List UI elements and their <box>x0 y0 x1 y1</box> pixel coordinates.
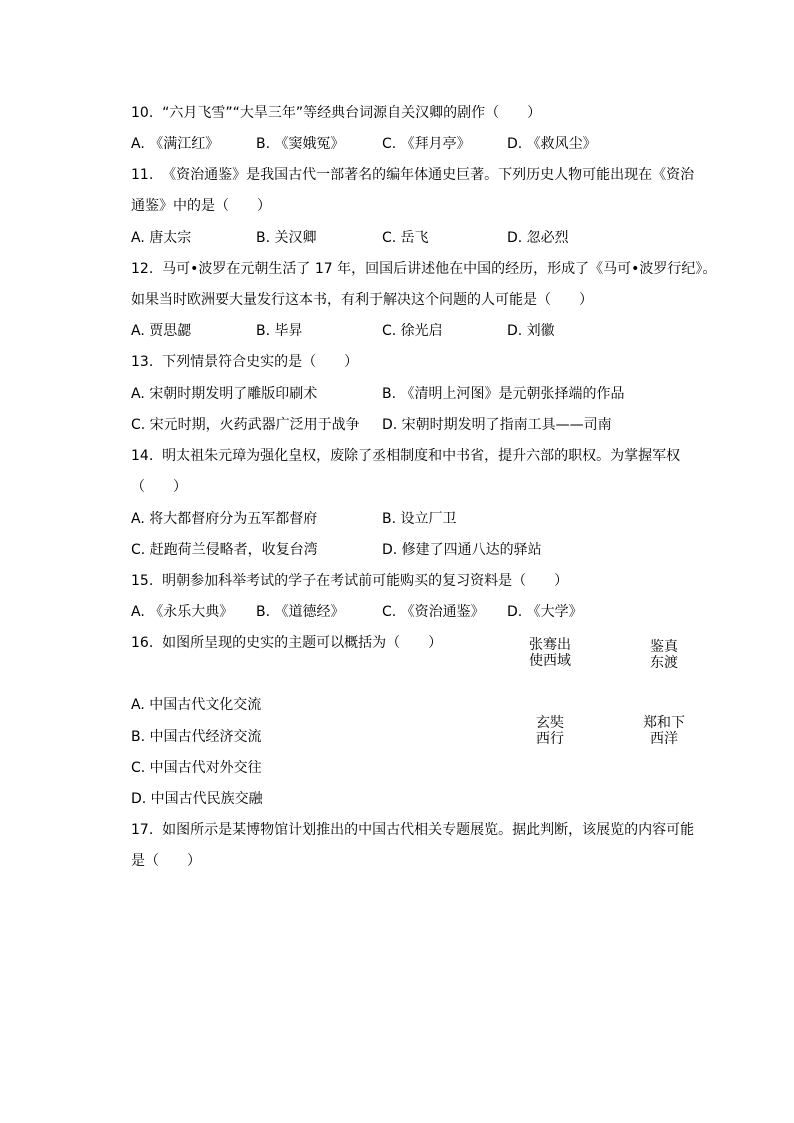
q12-option-d: D. 刘徽 <box>507 323 555 339</box>
q15-option-c: C. 《资治通鉴》 <box>382 604 485 620</box>
q14-option-c: C. 赶跑荷兰侵略者，收复台湾 <box>131 542 318 558</box>
q10-option-a: A. 《满江红》 <box>131 136 220 152</box>
q16-option-a: A. 中国古代文化交流 <box>131 697 262 713</box>
q11-stem-line1: 11. 《资治通鉴》是我国古代一部著名的编年体通史巨著。下列历史人物可能出现在《资治 <box>131 167 695 183</box>
q15-option-d: D. 《大学》 <box>507 604 583 620</box>
q13-option-b: B. 《清明上河图》是元朝张择端的作品 <box>382 386 625 402</box>
q10-option-c: C. 《拜月亭》 <box>382 136 471 152</box>
q12-option-b: B. 毕昇 <box>256 323 303 339</box>
q11-option-d: D. 忽必烈 <box>507 230 569 246</box>
q15-option-a: A. 《永乐大典》 <box>131 604 234 620</box>
q13-option-d: D. 宋朝时期发明了指南工具——司南 <box>382 417 612 433</box>
q14-stem-line2: （ ） <box>131 479 187 495</box>
q11-option-c: C. 岳飞 <box>382 230 429 246</box>
q15-stem: 15. 明朝参加科举考试的学子在考试前可能购买的复习资料是（ ） <box>131 573 569 589</box>
q14-option-b: B. 设立厂卫 <box>382 511 457 527</box>
figure-label-zheng-he: 郑和下 西洋 <box>643 715 685 747</box>
q12-option-c: C. 徐光启 <box>382 323 443 339</box>
q16-option-d: D. 中国古代民族交融 <box>131 791 263 807</box>
q12-stem-line1: 12. 马可•波罗在元朝生活了 17 年，回国后讲述他在中国的经历，形成了《马可•波罗行纪》。 <box>131 261 717 277</box>
q16-option-b: B. 中国古代经济交流 <box>131 729 262 745</box>
q14-stem-line1: 14. 明太祖朱元璋为强化皇权，废除了丞相制度和中书省，提升六部的职权。为掌握军权 <box>131 448 681 464</box>
figure-label-jian-zhen: 鉴真 东渡 <box>650 639 678 671</box>
q11-option-a: A. 唐太宗 <box>131 230 192 246</box>
q11-stem-line2: 通鉴》中的是（ ） <box>131 198 271 214</box>
q17-stem-line2: 是（ ） <box>131 853 201 869</box>
q13-stem: 13. 下列情景符合史实的是（ ） <box>131 354 359 370</box>
q13-option-a: A. 宋朝时期发明了雕版印刷术 <box>131 386 318 402</box>
q12-option-a: A. 贾思勰 <box>131 323 192 339</box>
q10-option-d: D. 《救风尘》 <box>507 136 597 152</box>
q16-stem: 16. 如图所呈现的史实的主题可以概括为（ ） <box>131 635 443 651</box>
q13-option-c: C. 宋元时期，火药武器广泛用于战争 <box>131 417 360 433</box>
q10-stem: 10. “六月飞雪”“大旱三年”等经典台词源自关汉卿的剧作（ ） <box>131 105 542 121</box>
q16-option-c: C. 中国古代对外交往 <box>131 760 262 776</box>
figure-label-zhang-qian: 张骞出 使西域 <box>529 637 571 669</box>
q15-option-b: B. 《道德经》 <box>256 604 345 620</box>
q14-option-d: D. 修建了四通八达的驿站 <box>382 542 542 558</box>
figure-label-xuan-zang: 玄奘 西行 <box>536 715 564 747</box>
q11-option-b: B. 关汉卿 <box>256 230 317 246</box>
q12-stem-line2: 如果当时欧洲要大量发行这本书，有利于解决这个问题的人可能是（ ） <box>131 292 593 308</box>
q17-stem-line1: 17. 如图所示是某博物馆计划推出的中国古代相关专题展览。据此判断，该展览的内容可能 <box>131 822 695 838</box>
q14-option-a: A. 将大都督府分为五军都督府 <box>131 511 318 527</box>
q10-option-b: B. 《窦娥冤》 <box>256 136 345 152</box>
